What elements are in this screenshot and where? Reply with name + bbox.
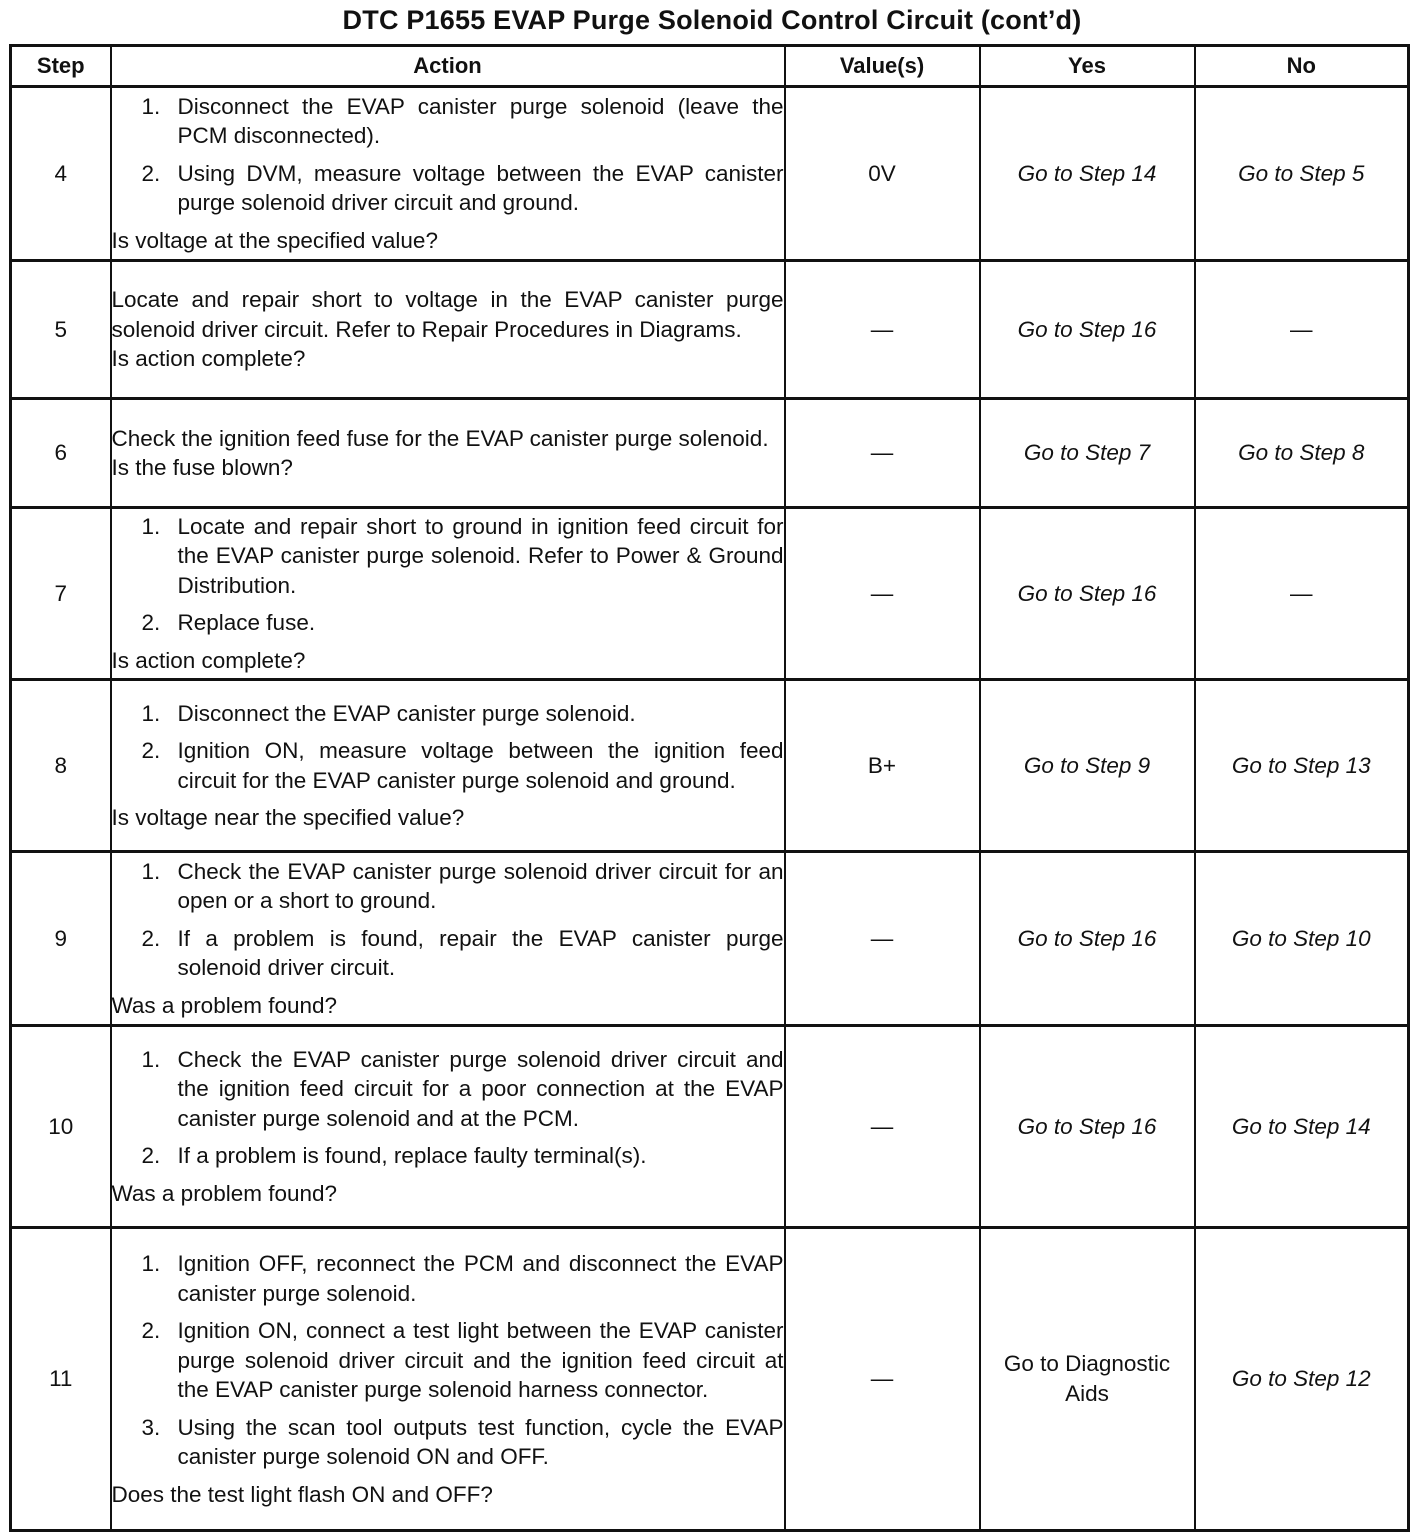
action-steps-list xyxy=(112,857,784,983)
header-yes: Yes xyxy=(980,46,1195,87)
action-cell xyxy=(111,87,785,261)
action-question: Is action complete? xyxy=(111,647,306,673)
step-number: 7 xyxy=(11,508,111,680)
action-question: Is action complete? xyxy=(111,346,306,372)
document-title: DTC P1655 EVAP Purge Solenoid Control Circuit (cont’d) xyxy=(342,5,1082,35)
table-row xyxy=(11,852,1409,1026)
action-step-text: Disconnect the EVAP canister purge solenoid. xyxy=(177,700,636,726)
step-number: 6 xyxy=(11,399,111,508)
table-row xyxy=(11,87,1409,261)
action-cell xyxy=(111,508,785,680)
action-steps-list xyxy=(112,1249,784,1472)
action-step xyxy=(112,736,784,795)
action-step-text: Ignition ON, measure voltage between the ignition feed circuit for the EVAP canister purge solenoid and ground. xyxy=(177,738,784,793)
action-step-number: 1. xyxy=(141,1251,161,1276)
action-step-text: Check the EVAP canister purge solenoid driver circuit for an open or a short to ground. xyxy=(177,858,784,914)
action-question: Was a problem found? xyxy=(111,992,338,1018)
header-values: Value(s) xyxy=(785,46,980,87)
table-row xyxy=(11,261,1409,399)
value-cell: — xyxy=(785,508,980,680)
no-cell: Go to Step 12 xyxy=(1195,1228,1409,1531)
action-step-text: If a problem is found, replace faulty terminal(s). xyxy=(177,1143,647,1169)
value-cell: — xyxy=(785,1026,980,1228)
action-cell xyxy=(111,1228,785,1531)
step-number: 9 xyxy=(11,852,111,1026)
action-step xyxy=(112,857,784,916)
action-steps-list xyxy=(112,699,784,796)
action-step-text: Check the EVAP canister purge solenoid driver circuit and the ignition feed circuit for a poor connection at the EVAP canister purge solenoid and at the PCM. xyxy=(177,1046,784,1131)
action-step-text: Replace fuse. xyxy=(177,610,316,636)
action-question: Is voltage at the specified value? xyxy=(111,227,438,253)
action-step-number: 2. xyxy=(141,160,161,186)
action-text: Locate and repair short to voltage in the EVAP canister purge solenoid driver circuit. Refer to Repair Procedures in Diagrams. xyxy=(111,287,784,342)
action-steps-list xyxy=(112,1045,784,1171)
action-step-text: Ignition ON, connect a test light between the EVAP canister purge solenoid driver circuit and the ignition feed circuit at the EVAP canister purge solenoid harness connector. xyxy=(177,1318,784,1402)
table-row xyxy=(11,680,1409,852)
header-no: No xyxy=(1195,46,1409,87)
action-step-text: Locate and repair short to ground in ignition feed circuit for the EVAP canister purge solenoid. Refer to Power & Ground Distribution. xyxy=(177,513,784,598)
action-step-number: 1. xyxy=(141,700,161,726)
table-body xyxy=(11,87,1409,1531)
no-cell: Go to Step 14 xyxy=(1195,1026,1409,1228)
table-row xyxy=(11,1026,1409,1228)
action-step-number: 2. xyxy=(141,925,161,951)
action-step xyxy=(112,1413,784,1472)
action-steps-list xyxy=(112,512,784,638)
header-step: Step xyxy=(11,46,111,87)
no-cell: Go to Step 5 xyxy=(1195,87,1409,261)
diagnostic-table xyxy=(9,44,1410,1532)
action-cell xyxy=(111,680,785,852)
yes-cell: Go to Diagnostic Aids xyxy=(980,1228,1195,1531)
table-header-row xyxy=(11,46,1409,87)
value-cell: — xyxy=(785,1228,980,1531)
header-action: Action xyxy=(111,46,785,87)
yes-cell: Go to Step 9 xyxy=(980,680,1195,852)
action-question: Was a problem found? xyxy=(111,1180,338,1206)
action-step xyxy=(112,1316,784,1405)
action-step xyxy=(112,1249,784,1308)
action-step xyxy=(112,608,784,638)
no-cell: — xyxy=(1195,508,1409,680)
yes-cell: Go to Step 16 xyxy=(980,852,1195,1026)
action-step-text: If a problem is found, repair the EVAP canister purge solenoid driver circuit. xyxy=(177,925,784,981)
value-cell: — xyxy=(785,399,980,508)
action-step-number: 1. xyxy=(141,513,161,539)
action-cell xyxy=(111,852,785,1026)
action-step xyxy=(112,1141,784,1171)
no-cell: — xyxy=(1195,261,1409,399)
step-number: 10 xyxy=(11,1026,111,1228)
value-cell: B+ xyxy=(785,680,980,852)
action-cell xyxy=(111,261,785,399)
action-step-text: Using the scan tool outputs test function, cycle the EVAP canister purge solenoid ON and OFF. xyxy=(177,1414,784,1469)
step-number: 11 xyxy=(11,1228,111,1531)
action-step-number: 2. xyxy=(141,1318,161,1343)
action-step-number: 2. xyxy=(141,738,161,763)
action-step xyxy=(112,1045,784,1134)
action-step-number: 1. xyxy=(141,1046,161,1072)
action-cell xyxy=(111,1026,785,1228)
value-cell: — xyxy=(785,852,980,1026)
no-cell: Go to Step 10 xyxy=(1195,852,1409,1026)
yes-cell: Go to Step 16 xyxy=(980,261,1195,399)
action-text: Check the ignition feed fuse for the EVAP canister purge solenoid. xyxy=(111,425,769,451)
action-question: Does the test light flash ON and OFF? xyxy=(111,1481,493,1507)
action-question: Is voltage near the specified value? xyxy=(111,805,465,830)
yes-cell: Go to Step 16 xyxy=(980,508,1195,680)
action-step-number: 2. xyxy=(141,610,161,636)
action-step-text: Using DVM, measure voltage between the EVAP canister purge solenoid driver circuit and ground. xyxy=(177,160,784,216)
no-cell: Go to Step 8 xyxy=(1195,399,1409,508)
action-step-number: 1. xyxy=(141,858,161,884)
value-cell: 0V xyxy=(785,87,980,261)
action-question: Is the fuse blown? xyxy=(111,455,293,480)
action-step-number: 1. xyxy=(141,93,161,119)
step-number: 8 xyxy=(11,680,111,852)
action-step-text: Disconnect the EVAP canister purge solenoid (leave the PCM disconnected). xyxy=(177,93,784,149)
table-row xyxy=(11,1228,1409,1531)
action-step-number: 2. xyxy=(141,1143,161,1169)
yes-cell: Go to Step 16 xyxy=(980,1026,1195,1228)
action-step-text: Ignition OFF, reconnect the PCM and disconnect the EVAP canister purge solenoid. xyxy=(177,1251,784,1306)
action-step-number: 3. xyxy=(141,1414,161,1440)
action-steps-list xyxy=(112,92,784,218)
action-step xyxy=(112,924,784,983)
no-cell: Go to Step 13 xyxy=(1195,680,1409,852)
yes-cell: Go to Step 7 xyxy=(980,399,1195,508)
yes-cell: Go to Step 14 xyxy=(980,87,1195,261)
table-row xyxy=(11,399,1409,508)
action-step xyxy=(112,699,784,729)
action-step xyxy=(112,159,784,218)
action-cell xyxy=(111,399,785,508)
value-cell: — xyxy=(785,261,980,399)
step-number: 4 xyxy=(11,87,111,261)
step-number: 5 xyxy=(11,261,111,399)
table-row xyxy=(11,508,1409,680)
action-step xyxy=(112,92,784,151)
action-step xyxy=(112,512,784,601)
